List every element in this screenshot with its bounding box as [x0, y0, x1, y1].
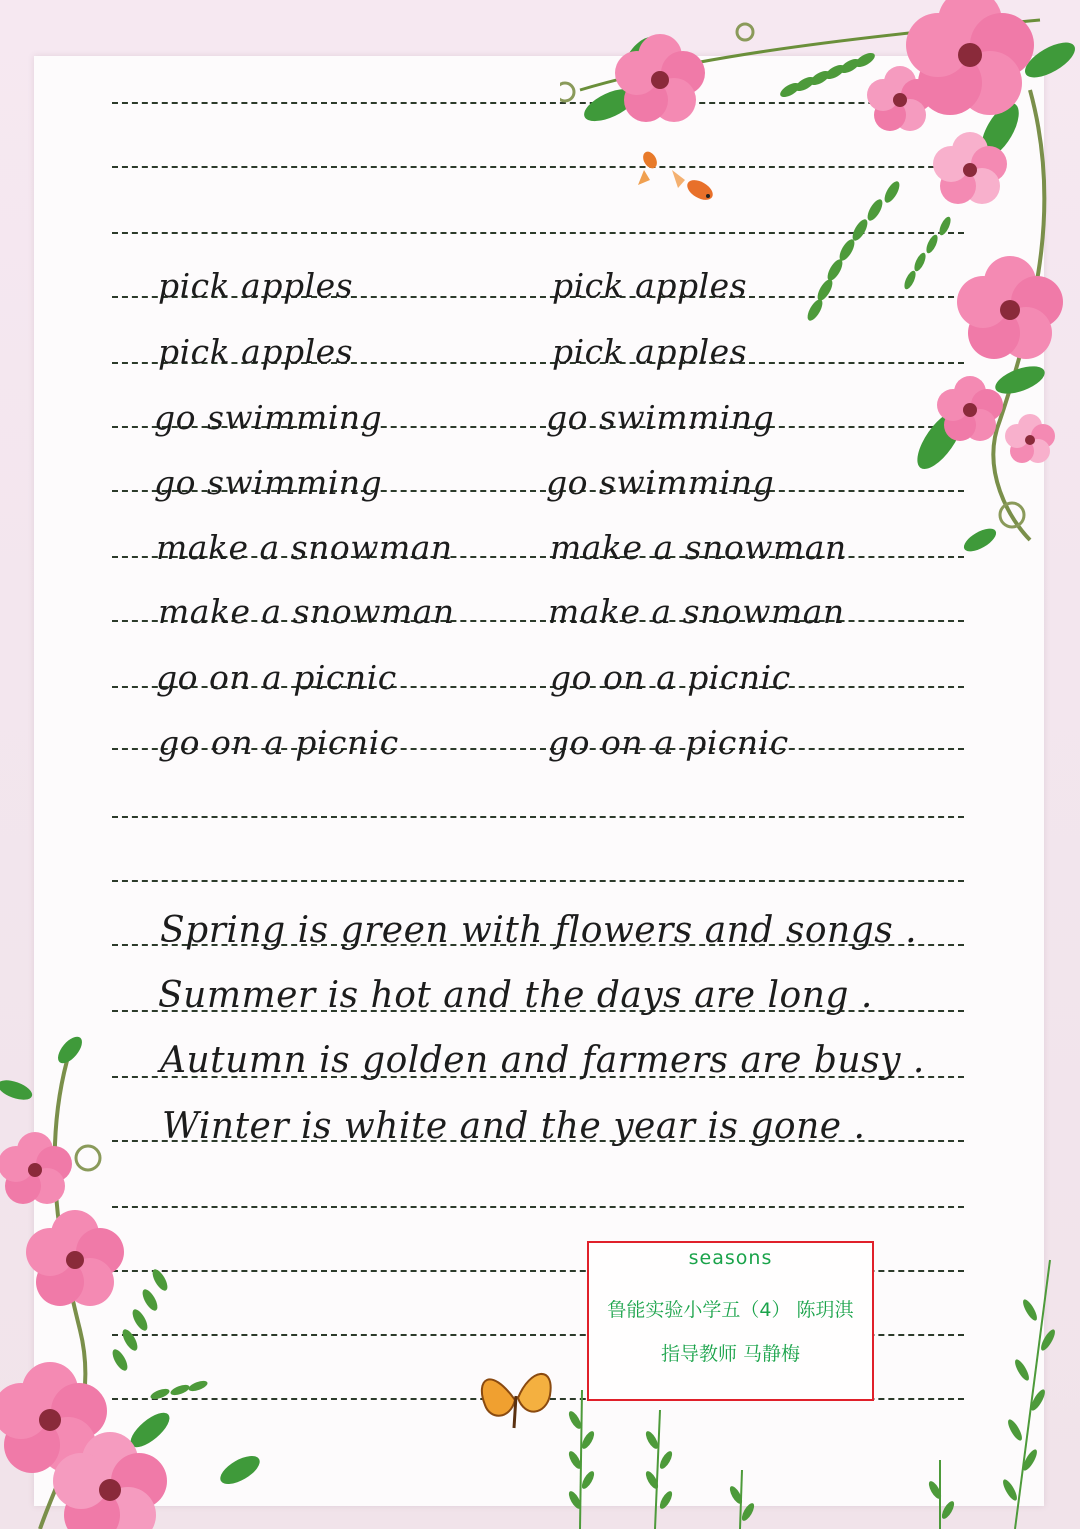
flower-decoration-top-right-icon [560, 0, 1080, 560]
goldfish-icon [630, 130, 740, 220]
phrase-left: pick apples [158, 332, 354, 371]
phrase-left: make a snowman [158, 592, 455, 631]
phrase-right: go swimming [546, 398, 775, 437]
flower-decoration-bottom-left-icon [0, 1030, 280, 1529]
phrase-right: pick apples [552, 332, 748, 371]
butterfly-icon [470, 1360, 565, 1435]
phrase-left: go swimming [154, 398, 383, 437]
poem-line: Summer is hot and the days are long . [158, 975, 873, 1016]
phrase-right: go on a picnic [548, 723, 789, 762]
phrase-right: go swimming [546, 463, 775, 502]
grass-decoration-icon [560, 1250, 1080, 1529]
ruled-line [112, 816, 964, 818]
phrase-left: go on a picnic [158, 723, 399, 762]
phrase-right: make a snowman [548, 592, 845, 631]
phrase-left: make a snowman [156, 528, 453, 567]
poem-line: Winter is white and the year is gone . [162, 1106, 866, 1147]
poem-line: Autumn is golden and farmers are busy . [160, 1040, 925, 1081]
phrase-right: make a snowman [550, 528, 847, 567]
phrase-right: pick apples [552, 266, 748, 305]
ruled-line [112, 880, 964, 882]
phrase-left: pick apples [158, 266, 354, 305]
phrase-left: go swimming [154, 463, 383, 502]
stamp-title: seasons [688, 1247, 773, 1269]
stamp-school: 鲁能实验小学五（4） 陈玥淇 [607, 1299, 854, 1321]
phrase-right: go on a picnic [550, 658, 791, 697]
stamp-teacher: 指导教师 马静梅 [660, 1343, 801, 1365]
poem-line: Spring is green with flowers and songs . [160, 910, 918, 951]
phrase-left: go on a picnic [156, 658, 397, 697]
